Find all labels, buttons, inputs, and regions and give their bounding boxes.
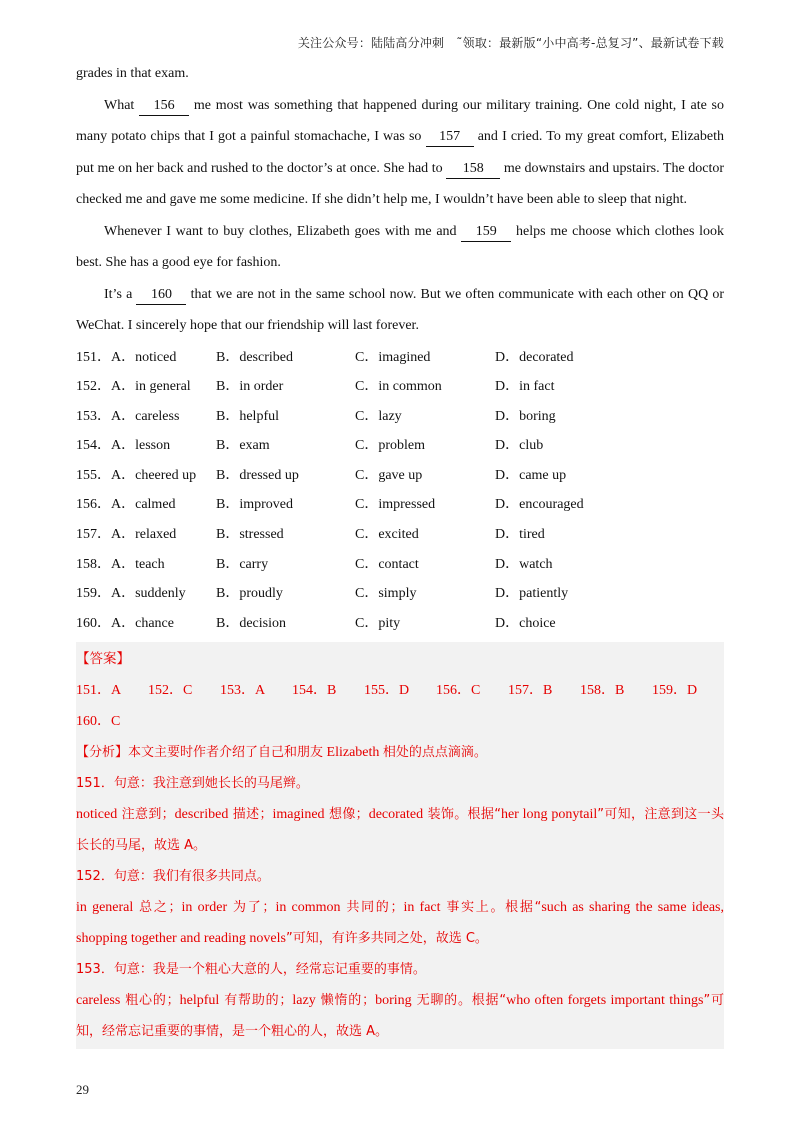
- explanation-en: in fact: [403, 900, 441, 916]
- answer-keys: [76, 675, 724, 706]
- passage-paragraph-4: [76, 279, 724, 342]
- explanation-en: in common: [275, 900, 341, 916]
- option-a: [76, 461, 216, 491]
- explanation-153-body: [76, 985, 724, 1047]
- options-row-156: [76, 490, 724, 520]
- options-row-154: [76, 431, 724, 461]
- question-number: 157．: [76, 527, 111, 543]
- analysis-text: 相处的点点滴滴。: [382, 745, 487, 761]
- explanation-zh: 总之；: [133, 900, 182, 916]
- option-a-text: A．chance: [111, 615, 174, 631]
- explanation-zh: ”可知，有许多共同之处，故选 C。: [285, 931, 488, 947]
- option-a: [76, 550, 216, 580]
- passage-text: that we are not in the same school now. But we often communicate with each other on QQ or WeChat. I sincerely hope that our friendship will last forever.: [76, 286, 725, 333]
- options-row-153: [76, 402, 724, 432]
- blank-160: 160: [136, 286, 186, 305]
- passage-text: What: [104, 97, 135, 113]
- option-a-text: A．teach: [111, 556, 165, 572]
- explanation-zh: 懒惰的；: [315, 993, 376, 1009]
- option-d: D．patiently: [495, 586, 569, 602]
- explanation-en: in order: [181, 900, 228, 916]
- option-d: D．encouraged: [495, 497, 584, 513]
- explanation-zh: 无聊的。根据“: [411, 993, 507, 1009]
- answer-key: 159．D: [652, 683, 698, 699]
- options-row-157: [76, 520, 724, 550]
- option-a-text: A．calmed: [111, 497, 176, 513]
- question-number: 160．: [76, 615, 111, 631]
- explanation-text: 151．句意：我注意到她长长的马尾辫。: [76, 776, 309, 792]
- explanation-en: who often forgets important things: [506, 993, 704, 1009]
- explanation-en: lazy: [292, 993, 316, 1009]
- options-row-158: [76, 550, 724, 580]
- explanation-zh: 描述；: [228, 807, 273, 823]
- passage-text: It’s a: [104, 286, 133, 302]
- option-b: B．stressed: [216, 527, 284, 543]
- option-b: B．proudly: [216, 586, 283, 602]
- analysis-summary: [76, 737, 724, 768]
- options-row-159: [76, 579, 724, 609]
- explanation-text: 153．句意：我是一个粗心大意的人，经常忘记重要的事情。: [76, 962, 426, 978]
- option-b: B．described: [216, 349, 293, 365]
- option-c: C．simply: [355, 586, 417, 602]
- option-b: B．in order: [216, 379, 284, 395]
- answer-title: 【答案】: [76, 651, 130, 668]
- explanation-zh: 粗心的；: [120, 993, 180, 1009]
- explanation-zh: 注意到；: [117, 807, 175, 823]
- question-number: 151．: [76, 349, 111, 365]
- option-b: B．exam: [216, 438, 270, 454]
- option-d: D．choice: [495, 615, 556, 631]
- explanation-152-body: [76, 892, 724, 954]
- question-number: 155．: [76, 467, 111, 483]
- explanation-151-title: [76, 768, 724, 799]
- answer-section: [76, 642, 724, 1049]
- passage-paragraph-2: [76, 90, 724, 216]
- answer-key: 152．C: [148, 683, 193, 699]
- blank-158: 158: [446, 160, 500, 179]
- passage-text: me most was something that happened during our military training. One cold night, I ate so many potato chips that I got a painful stomachache, I was so: [76, 97, 725, 144]
- option-a: [76, 402, 216, 432]
- explanation-en: her long ponytail: [500, 807, 598, 823]
- option-c: C．gave up: [355, 467, 423, 483]
- passage-text: and I cried. To my great comfort, Elizabeth put me on her back and rushed to the doctor’s at once. She had to: [76, 129, 724, 176]
- explanation-152-title: [76, 861, 724, 892]
- option-d: D．decorated: [495, 349, 574, 365]
- explanation-151-body: [76, 799, 724, 861]
- answer-key-last: 160．C: [76, 714, 121, 730]
- option-a-text: A．lesson: [111, 438, 171, 454]
- option-d: D．watch: [495, 556, 553, 572]
- option-a: [76, 431, 216, 461]
- answer-key: 155．D: [364, 683, 410, 699]
- option-b: B．carry: [216, 556, 269, 572]
- option-c: C．impressed: [355, 497, 436, 513]
- explanation-en: imagined: [272, 807, 325, 823]
- option-a: [76, 490, 216, 520]
- blank-159: 159: [461, 223, 511, 242]
- option-d: D．in fact: [495, 379, 555, 395]
- option-b: B．dressed up: [216, 467, 299, 483]
- page-content: [76, 58, 724, 1049]
- option-a: [76, 520, 216, 550]
- page-header: 关注公众号：陆陆高分冲刺 ˜领取：最新版“小中高考-总复习”、最新试卷下载: [297, 36, 724, 50]
- answer-key: 153．A: [220, 683, 266, 699]
- option-a: [76, 609, 216, 639]
- option-b: B．improved: [216, 497, 293, 513]
- explanation-zh: 装饰。根据“: [423, 807, 501, 823]
- explanation-en: decorated: [368, 807, 424, 823]
- explanation-zh: ”可知，注意到这一头长长的马尾，故选 A。: [76, 807, 724, 854]
- option-a-text: A．relaxed: [111, 527, 177, 543]
- options-row-151: [76, 343, 724, 373]
- option-d: D．boring: [495, 408, 556, 424]
- question-number: 154．: [76, 438, 111, 454]
- page-number: 29: [76, 1082, 89, 1097]
- answer-key: 158．B: [580, 683, 625, 699]
- question-number: 152．: [76, 379, 111, 395]
- option-a-text: A．suddenly: [111, 586, 186, 602]
- option-c: C．contact: [355, 556, 419, 572]
- option-c: C．problem: [355, 438, 425, 454]
- option-a: [76, 343, 216, 373]
- question-number: 158．: [76, 556, 111, 572]
- answer-key: 156．C: [436, 683, 481, 699]
- explanation-en: boring: [375, 993, 412, 1009]
- explanation-en: noticed: [76, 807, 118, 823]
- explanation-en: helpful: [179, 993, 220, 1009]
- explanation-zh: 想像；: [324, 807, 369, 823]
- explanation-zh: 有帮助的；: [219, 993, 293, 1009]
- question-number: 156．: [76, 497, 111, 513]
- explanation-en: such as sharing the same ideas, shopping together and reading novels: [76, 900, 725, 947]
- option-c: C．pity: [355, 615, 401, 631]
- option-b: B．decision: [216, 615, 286, 631]
- passage-paragraph-1: grades in that exam.: [76, 66, 189, 81]
- option-d: D．club: [495, 438, 544, 454]
- option-a: [76, 579, 216, 609]
- option-a-text: A．in general: [111, 379, 191, 395]
- explanation-text: 152．句意：我们有很多共同点。: [76, 869, 270, 885]
- option-a-text: A．cheered up: [111, 467, 197, 483]
- option-a-text: A．careless: [111, 408, 180, 424]
- explanation-en: in general: [76, 900, 134, 916]
- passage-text: helps me choose which clothes look best. She has a good eye for fashion.: [76, 223, 725, 270]
- option-c: C．excited: [355, 527, 419, 543]
- explanation-en: described: [174, 807, 229, 823]
- explanation-zh: 共同的；: [340, 900, 404, 916]
- explanation-en: careless: [76, 993, 121, 1009]
- question-number: 159．: [76, 586, 111, 602]
- blank-156: 156: [139, 97, 189, 116]
- answer-key: 151．A: [76, 683, 122, 699]
- option-d: D．tired: [495, 527, 545, 543]
- explanation-153-title: [76, 954, 724, 985]
- answer-key: 157．B: [508, 683, 553, 699]
- explanation-zh: 为了；: [227, 900, 276, 916]
- option-a: [76, 372, 216, 402]
- analysis-name: Elizabeth: [323, 745, 383, 761]
- question-number: 153．: [76, 408, 111, 424]
- blank-157: 157: [426, 128, 474, 147]
- option-d: D．came up: [495, 467, 567, 483]
- explanation-zh: ”可知，经常忘记重要的事情，是一个粗心的人，故选 A。: [76, 993, 724, 1040]
- answer-key: 154．B: [292, 683, 337, 699]
- option-c: C．lazy: [355, 408, 402, 424]
- option-b: B．helpful: [216, 408, 279, 424]
- passage-text: me downstairs and upstairs. The doctor checked me and gave me some medicine. If she didn’t help me, I wouldn’t have been able to sleep that night.: [76, 160, 725, 207]
- passage-paragraph-3: [76, 216, 724, 279]
- explanation-zh: 事实上。根据“: [440, 900, 542, 916]
- passage-text: Whenever I want to buy clothes, Elizabeth goes with me and: [104, 223, 457, 239]
- options-row-160: [76, 609, 724, 639]
- options-row-155: [76, 461, 724, 491]
- option-c: C．in common: [355, 379, 442, 395]
- analysis-label: 【分析】: [76, 745, 129, 761]
- options-row-152: [76, 372, 724, 402]
- option-c: C．imagined: [355, 349, 431, 365]
- analysis-text: 本文主要时作者介绍了自己和朋友: [128, 745, 324, 761]
- options-list: [76, 343, 724, 639]
- option-a-text: A．noticed: [111, 349, 177, 365]
